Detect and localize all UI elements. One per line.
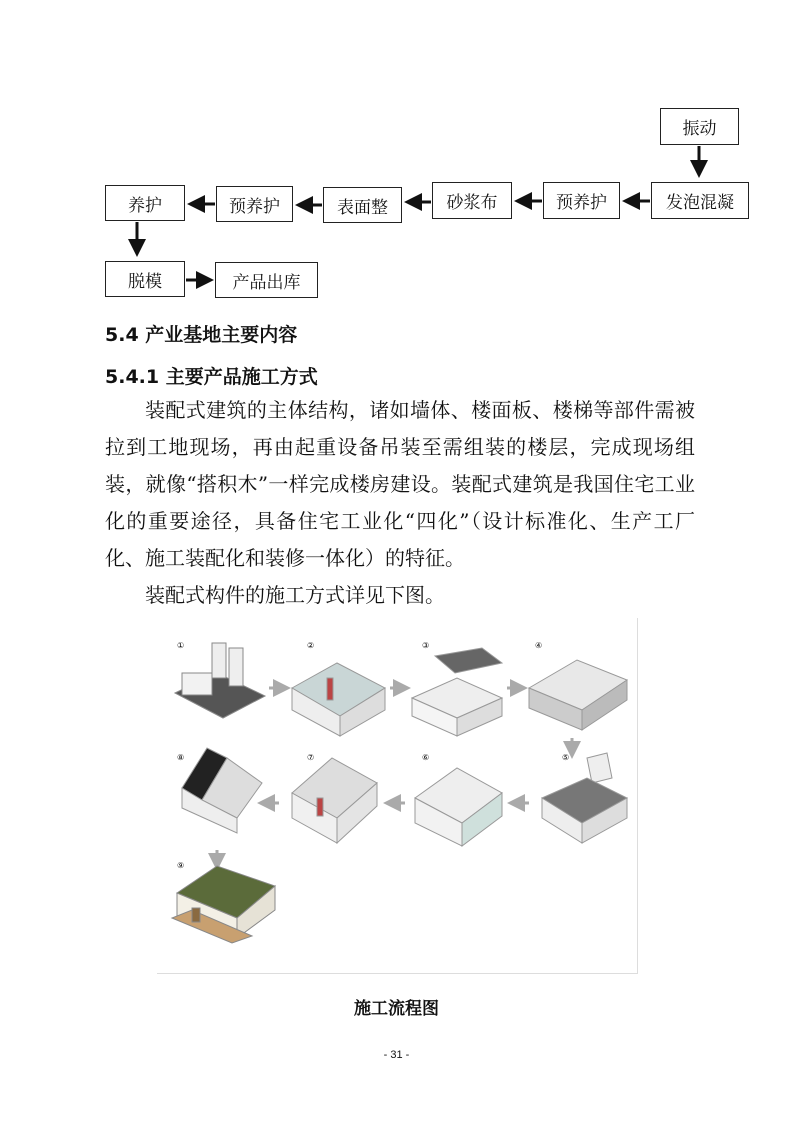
flow-box-demold: 脱模 [105, 261, 185, 297]
flow-box-mortar: 砂浆布 [432, 182, 512, 219]
flow-box-foam-concrete: 发泡混凝 [651, 182, 749, 219]
step-6-house [415, 768, 502, 846]
paragraph-2: 装配式构件的施工方式详见下图。 [145, 583, 445, 607]
step-number-7: ⑦ [307, 753, 315, 762]
flow-box-vibrate: 振动 [660, 108, 739, 145]
flow-box-product-out: 产品出库 [215, 262, 318, 298]
step-number-3: ③ [422, 641, 430, 650]
step-8-house [182, 748, 262, 833]
construction-illustration [157, 618, 637, 973]
step-4-house [529, 660, 627, 730]
step-5-house [542, 753, 627, 843]
step-number-9: ⑨ [177, 861, 185, 870]
figure-caption: 施工流程图 [354, 999, 439, 1019]
paragraph-1: 装配式建筑的主体结构，诸如墙体、楼面板、楼梯等部件需被拉到工地现场，再由起重设备吊装至需组装的楼层，完成现场组装，就像“搭积木”一样完成楼房建设。装配式建筑是我国住宅工业化的重要途径，具备住宅工业化“四化”（设计标准化、生产工厂化、施工装配化和装修一体化）的特征。 [105, 398, 695, 570]
flow-box-precure-1: 预养护 [216, 186, 293, 222]
step-number-4: ④ [535, 641, 543, 650]
construction-process-figure [157, 618, 638, 974]
step-1-house [175, 643, 265, 718]
step-number-8: ⑧ [177, 753, 185, 762]
section-heading: 5.4 产业基地主要内容 [105, 324, 298, 346]
flow-arrows [0, 0, 793, 320]
step-7-house [292, 758, 377, 843]
step-number-6: ⑥ [422, 753, 430, 762]
subsection-heading: 5.4.1 主要产品施工方式 [105, 366, 318, 388]
flow-box-cure: 养护 [105, 185, 185, 221]
flow-box-surface: 表面整 [323, 187, 402, 223]
flow-box-precure-2: 预养护 [543, 182, 620, 219]
step-number-1: ① [177, 641, 185, 650]
step-number-2: ② [307, 641, 315, 650]
page-number: - 31 - [383, 1049, 410, 1061]
body-text [105, 392, 695, 614]
step-2-house [292, 663, 385, 736]
step-9-house [172, 866, 275, 943]
step-number-5: ⑤ [562, 753, 570, 762]
step-3-house [412, 648, 502, 736]
